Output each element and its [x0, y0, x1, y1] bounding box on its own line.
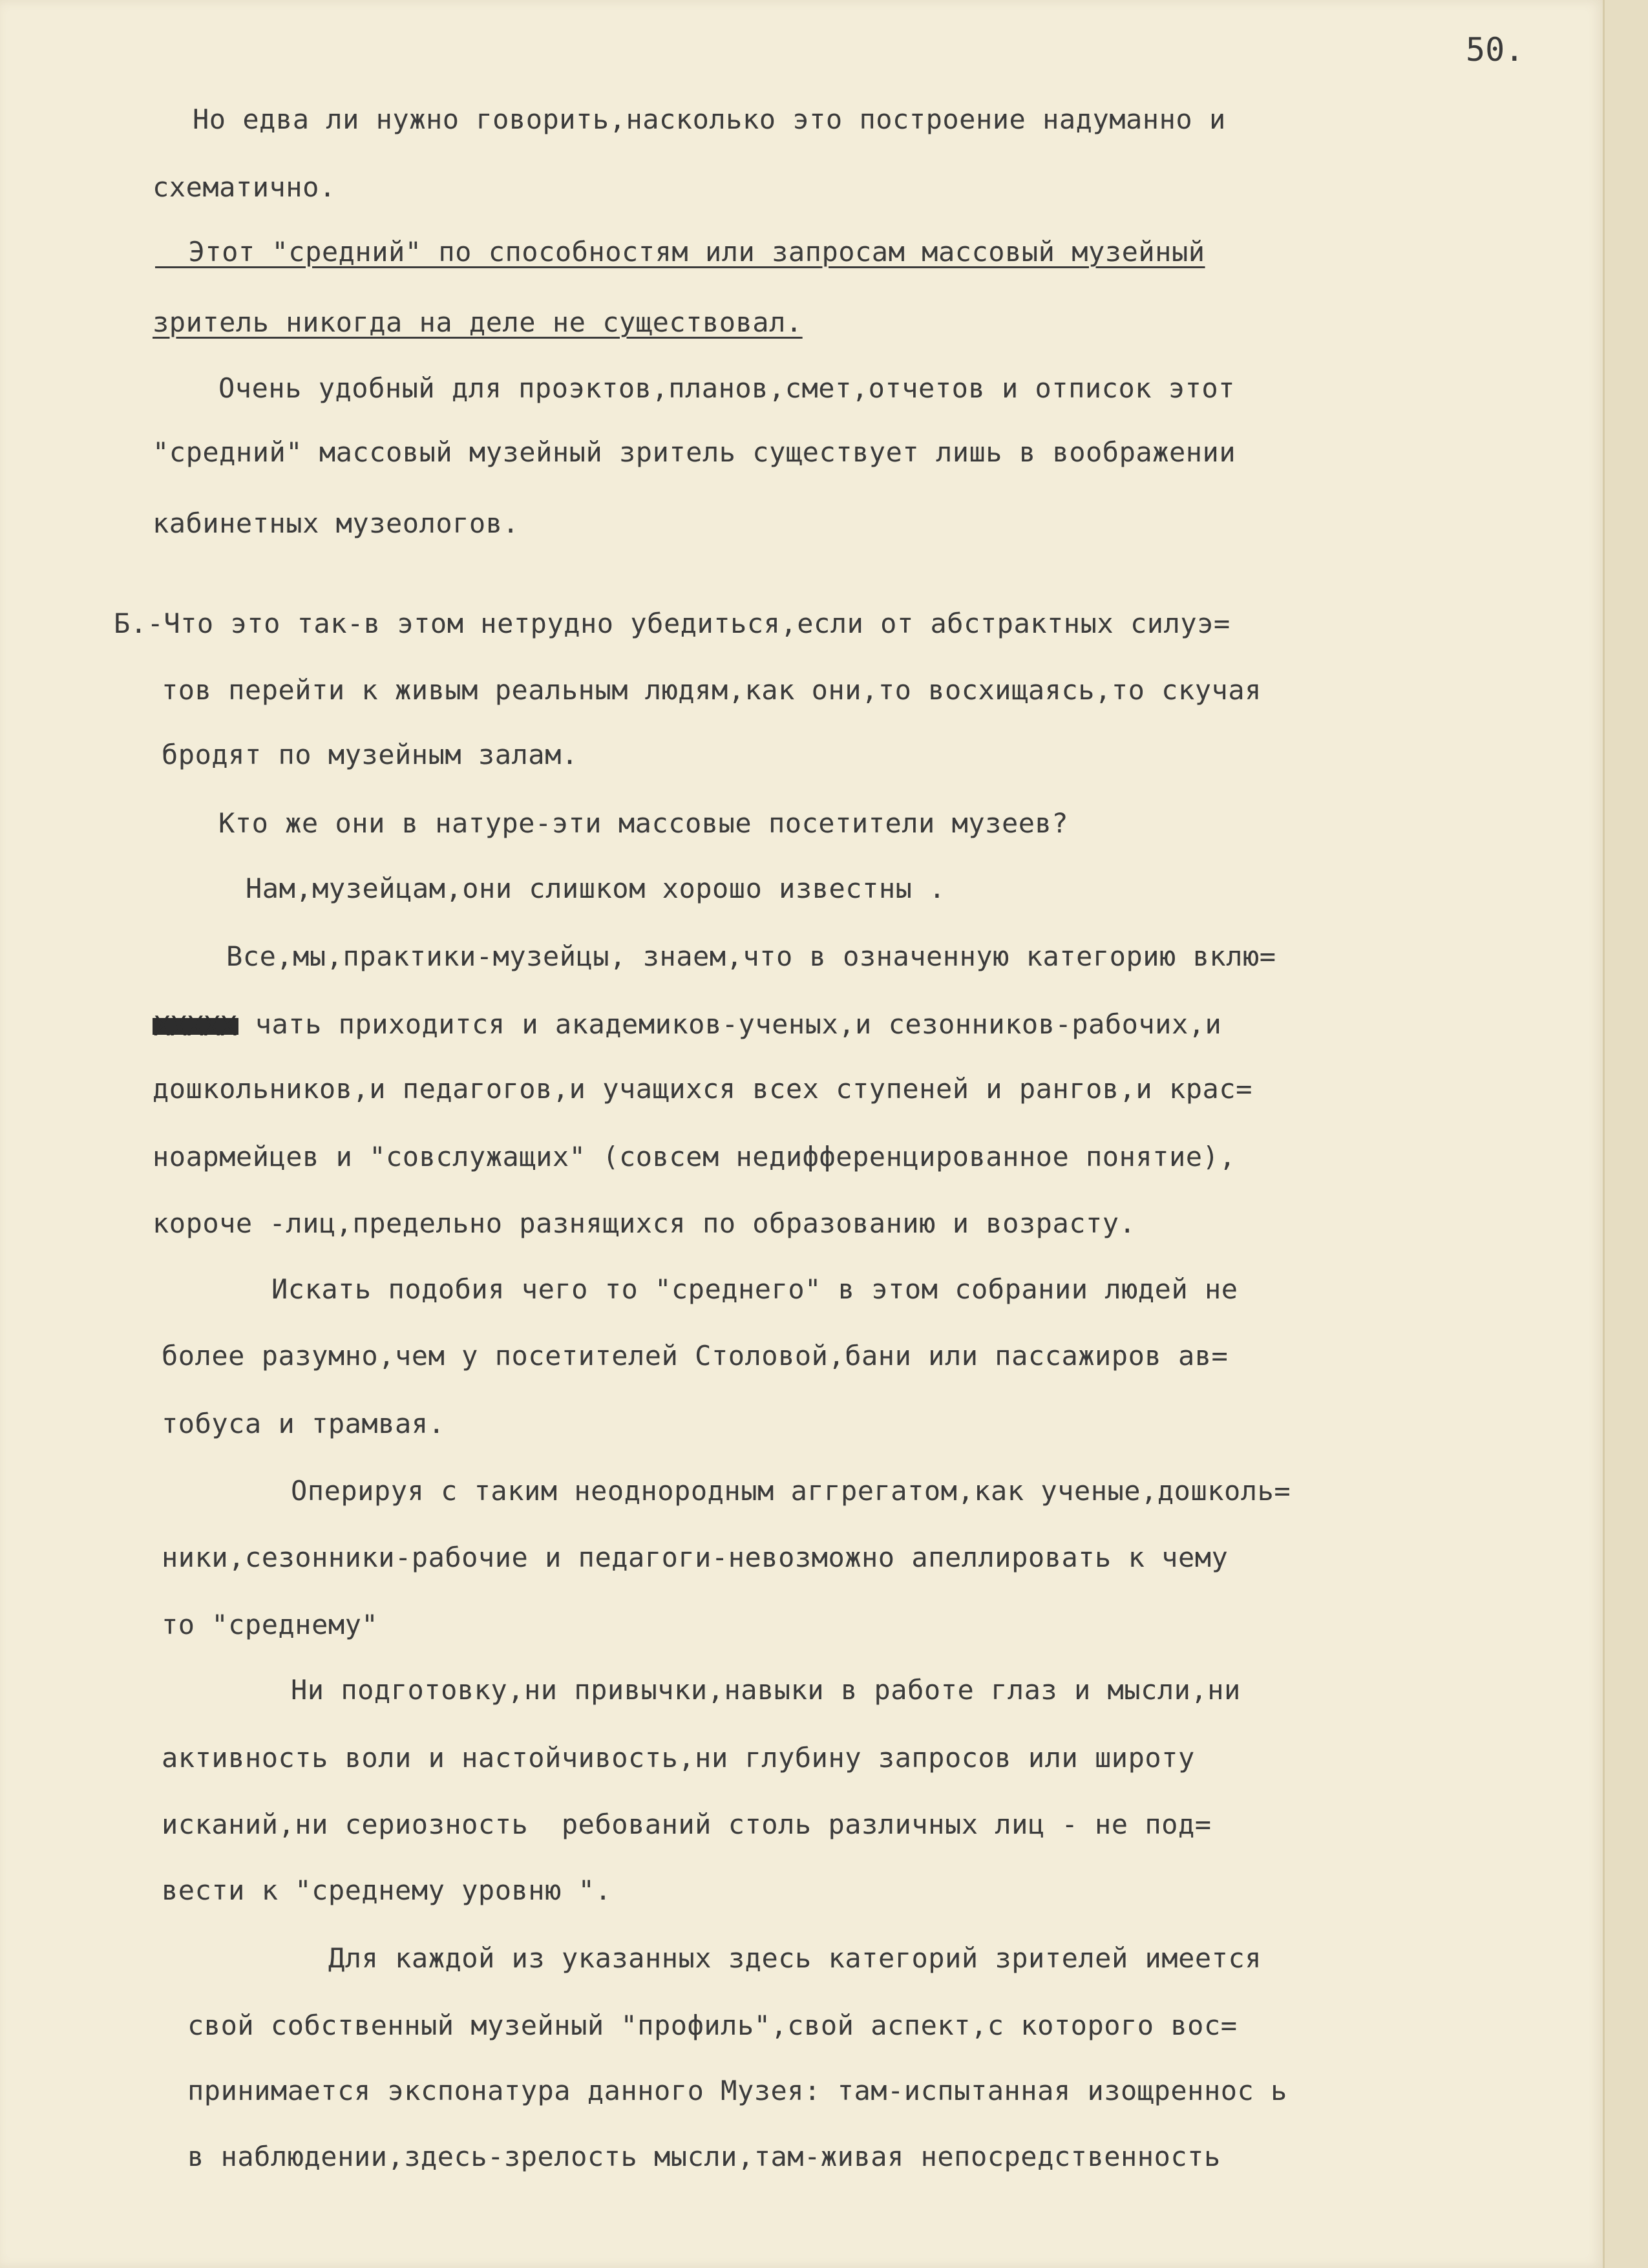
text-line: Искать подобия чего то "среднего" в этом собрании людей не	[271, 1273, 1238, 1305]
text-line: дошкольников,и педагогов,и учащихся всех ступеней и рангов,и крас=	[153, 1073, 1252, 1105]
text-line: Все,мы,практики-музейцы, знаем,что в означенную категорию вклю=	[226, 940, 1276, 972]
text-line: вести к "среднему уровню ".	[162, 1874, 612, 1906]
text-line: активность воли и настойчивость,ни глубину запросов или широту	[162, 1742, 1195, 1774]
text-line: Для каждой из указанных здесь категорий зрителей имеется	[328, 1942, 1262, 1974]
text-line: схематично.	[153, 171, 336, 203]
text-line: свой собственный музейный "профиль",свой аспект,с которого вос=	[187, 2009, 1238, 2041]
text-line: то "среднему"	[162, 1609, 379, 1640]
text-line: исканий,ни сериозность ребований столь различных лиц - не под=	[162, 1808, 1212, 1840]
struck-out-word: XXXXX	[154, 1010, 237, 1042]
text-line: Кто же они в натуре-эти массовые посетители музеев?	[218, 807, 1069, 839]
text-line: в наблюдении,здесь-зрелость мысли,там-живая непосредственность	[187, 2141, 1221, 2172]
underlined-text-line: Этот "средний" по способностям или запросам массовый музейный	[155, 236, 1205, 268]
text-line: принимается экспонатура данного Музея: там-испытанная изощреннос ь	[187, 2075, 1287, 2106]
text-line-content: чать приходится и академиков-ученых,и сезонников-рабочих,и	[255, 1008, 1222, 1040]
text-line: тобуса и трамвая.	[162, 1408, 445, 1439]
text-line: короче -лиц,предельно разнящихся по образованию и возрасту.	[153, 1207, 1136, 1239]
text-line: ники,сезонники-рабочие и педагоги-невозможно апеллировать к чему	[162, 1542, 1229, 1573]
page-edge	[1603, 0, 1648, 2268]
text-line: кабинетных музеологов.	[153, 507, 520, 539]
text-line: Ни подготовку,ни привычки,навыки в работе глаз и мысли,ни	[291, 1674, 1241, 1706]
text-line	[153, 1008, 1221, 1040]
text-line: Б.-Что это так-в этом нетрудно убедиться,если от абстрактных силуэ=	[114, 608, 1231, 639]
text-line: "средний" массовый музейный зритель существует лишь в воображении	[153, 436, 1236, 468]
text-line: тов перейти к живым реальным людям,как они,то восхищаясь,то скучая	[162, 674, 1262, 706]
underlined-text-line: зритель никогда на деле не существовал.	[153, 306, 803, 338]
text-line: бродят по музейным залам.	[162, 739, 578, 770]
text-line: ноармейцев и "совслужащих" (совсем недифференцированное понятие),	[153, 1141, 1236, 1172]
page-number: 50.	[1466, 31, 1525, 69]
text-line: Очень удобный для проэктов,планов,смет,отчетов и отписок этот	[218, 372, 1235, 404]
text-line: Нам,музейцам,они слишком хорошо известны .	[246, 873, 946, 904]
text-line: Оперируя с таким неоднородным аггрегатом,как ученые,дошколь=	[291, 1475, 1291, 1507]
text-line: Но едва ли нужно говорить,насколько это построение надуманно и	[193, 103, 1226, 135]
text-line: более разумно,чем у посетителей Столовой,бани или пассажиров ав=	[162, 1340, 1229, 1372]
